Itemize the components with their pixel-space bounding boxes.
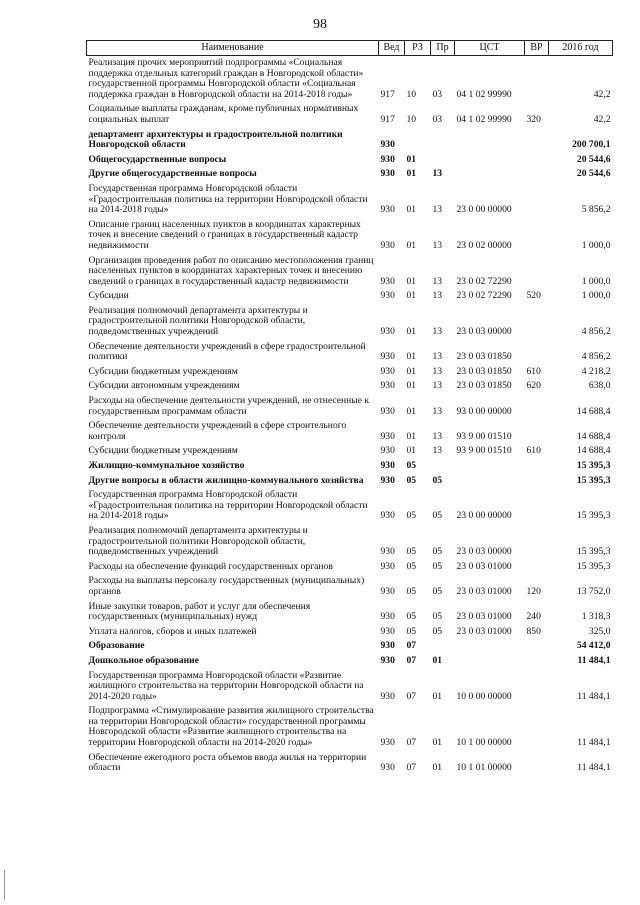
cell-rz: 01 <box>406 430 417 442</box>
table-row <box>87 102 613 127</box>
cell-pr: 03 <box>432 88 443 100</box>
cell-rz: 01 <box>406 380 417 392</box>
cell-name: Дошкольное образование <box>88 654 199 666</box>
cell-vr <box>525 560 549 575</box>
cell-name: Реализация полномочий департамента архитектуры и градостроительной политики Новгородской области, подведомственных учреждений <box>88 524 308 558</box>
budget-table <box>86 40 613 776</box>
cell-amount: 5 856,2 <box>581 204 611 216</box>
cell-name: Общегосударственные вопросы <box>88 153 227 165</box>
cell-amount: 11 484,1 <box>577 690 611 702</box>
table-row <box>87 669 613 705</box>
cell-name: Реализация прочих мероприятий подпрограммы «Социальная поддержка отдельных категорий граждан в Новгородской области» государственной программы Новгородской области «Социальная поддержка граждан в Новгородской области на 2014-2018 годы» <box>88 57 364 100</box>
table-row <box>87 289 613 304</box>
cell-vr: 520 <box>526 290 541 302</box>
cell-amount: 11 484,1 <box>577 654 611 666</box>
cell-ved: 930 <box>380 460 395 471</box>
cell-cst: 23 0 00 00000 <box>456 204 512 216</box>
cell-name: Другие вопросы в области жилищно-коммунального хозяйства <box>88 474 364 486</box>
cell-pr: 13 <box>432 204 443 216</box>
cell-amount: 325,0 <box>588 625 611 637</box>
cell-rz: 01 <box>406 290 417 302</box>
cell-amount: 20 544,6 <box>576 168 611 180</box>
cell-amount: 15 395,3 <box>576 460 611 471</box>
cell-vr <box>525 654 549 669</box>
cell-ved: 930 <box>380 239 395 251</box>
cell-cst: 23 0 03 01850 <box>456 351 512 363</box>
cell-amount: 14 688,4 <box>576 445 611 457</box>
table-row <box>87 474 613 489</box>
cell-cst: 93 9 00 01510 <box>456 430 512 442</box>
cell-cst: 23 0 03 01850 <box>456 365 512 377</box>
cell-pr: 13 <box>432 239 443 251</box>
cell-pr: 13 <box>432 168 443 180</box>
cell-rz: 01 <box>406 153 417 165</box>
cell-vr: 610 <box>526 445 541 457</box>
cell-ved: 930 <box>380 510 395 522</box>
cell-name: Образование <box>88 640 145 652</box>
column-header-cst: ЦСТ <box>455 41 525 56</box>
cell-cst: 23 0 00 00000 <box>456 510 512 522</box>
table-row <box>87 654 613 669</box>
table-row <box>87 128 613 153</box>
cell-vr <box>525 524 549 560</box>
cell-cst: 23 0 02 72290 <box>456 275 512 287</box>
cell-vr <box>525 751 549 776</box>
cell-name: Государственная программа Новгородской области «Градостроительная политика на территории Новгородской области на 2014-2018 годы» <box>88 182 368 216</box>
cell-name: Подпрограмма «Стимулирование развития жилищного строительства на территории Новгородской области» государственной программы Новгородской области «Развитие жилищного строительства на территории Новгородской области на 2014-2020 годы» <box>88 705 374 749</box>
cell-ved: 930 <box>380 139 395 151</box>
cell-rz: 01 <box>406 351 417 363</box>
cell-pr: 13 <box>432 365 443 377</box>
table-row <box>87 574 613 599</box>
cell-rz: 05 <box>406 585 417 597</box>
cell-amount: 11 484,1 <box>577 737 611 749</box>
cell-vr <box>525 167 549 182</box>
cell-cst: 04 1 02 99990 <box>456 113 512 125</box>
cell-rz: 07 <box>406 654 417 666</box>
table-row <box>87 56 613 103</box>
cell-ved: 930 <box>380 380 395 392</box>
cell-ved: 930 <box>380 690 395 702</box>
cell-amount: 4 856,2 <box>581 351 611 363</box>
table-row <box>87 524 613 560</box>
cell-ved: 930 <box>380 430 395 442</box>
column-header-name: Наименование <box>87 41 379 56</box>
cell-pr: 13 <box>432 430 443 442</box>
cell-amount: 4 856,2 <box>581 326 611 338</box>
table-row <box>87 365 613 380</box>
cell-rz: 01 <box>406 326 417 338</box>
cell-cst: 23 0 03 00000 <box>456 546 512 558</box>
cell-amount: 54 412,0 <box>576 640 611 652</box>
cell-pr: 13 <box>432 351 443 363</box>
table-row <box>87 379 613 394</box>
cell-rz: 07 <box>406 737 417 749</box>
cell-vr <box>525 56 549 103</box>
cell-name: Описание границ населенных пунктов в координатах характерных точек и внесение сведений о границах в государственный кадастр недвижимости <box>88 218 361 251</box>
cell-amount: 200 700,1 <box>572 139 611 151</box>
cell-name: Субсидии <box>88 290 129 302</box>
cell-amount: 638,0 <box>588 380 611 392</box>
cell-amount: 14 688,4 <box>576 430 611 442</box>
cell-amount: 14 688,4 <box>576 405 611 417</box>
cell-rz: 07 <box>406 762 417 774</box>
cell-name: Субсидии автономным учреждениям <box>88 380 240 392</box>
cell-rz: 05 <box>406 510 417 522</box>
cell-rz: 10 <box>406 88 417 100</box>
cell-vr: 320 <box>526 113 541 125</box>
cell-pr: 05 <box>432 560 443 572</box>
cell-cst: 23 0 03 01000 <box>456 625 512 637</box>
cell-cst <box>455 474 525 489</box>
cell-rz: 01 <box>406 168 417 180</box>
page-number: 98 <box>313 17 327 32</box>
cell-ved: 930 <box>380 275 395 287</box>
cell-name: Расходы на обеспечение деятельности учреждений, не отнесенные к государственным программам области <box>88 395 370 417</box>
cell-cst: 10 1 00 00000 <box>456 737 512 749</box>
cell-amount: 1 000,0 <box>581 239 611 251</box>
cell-cst: 93 0 00 00000 <box>456 405 512 417</box>
cell-name: Организация проведения работ по описанию местоположения границ населенных пунктов в координатах характерных точек и внесению сведений о границах в государственный кадастр недвижимости <box>88 254 374 287</box>
table-row <box>87 304 613 340</box>
cell-ved: 930 <box>380 625 395 637</box>
cell-pr: 05 <box>432 611 443 623</box>
cell-cst: 23 0 03 01000 <box>456 611 512 623</box>
cell-rz: 05 <box>406 625 417 637</box>
cell-ved: 917 <box>380 113 395 125</box>
cell-ved: 930 <box>380 405 395 417</box>
cell-amount: 15 395,3 <box>576 474 611 486</box>
cell-pr: 05 <box>432 546 443 558</box>
cell-pr <box>431 639 455 654</box>
cell-name: департамент архитектуры и градостроительной политики Новгородской области <box>88 128 343 151</box>
table-row <box>87 218 613 254</box>
cell-rz: 01 <box>406 239 417 251</box>
column-header-pr: Пр <box>431 41 455 56</box>
cell-ved: 930 <box>380 654 395 666</box>
cell-pr: 05 <box>432 474 443 486</box>
table-row <box>87 704 613 750</box>
cell-name: Обеспечение деятельности учреждений в сфере градостроительной политики <box>88 340 366 363</box>
cell-ved: 930 <box>380 365 395 377</box>
cell-cst <box>455 153 525 168</box>
column-header-vr: ВР <box>525 41 549 56</box>
cell-amount: 1 000,0 <box>581 290 611 302</box>
cell-name: Иные закупки товаров, работ и услуг для обеспечения государственных (муниципальных) нужд <box>88 600 311 623</box>
cell-rz: 01 <box>406 445 417 457</box>
cell-vr: 620 <box>526 380 541 392</box>
cell-cst <box>455 654 525 669</box>
cell-pr: 13 <box>432 445 443 457</box>
cell-name: Государственная программа Новгородской области «Развитие жилищного строительства на территории Новгородской области на 2014-2020 годы» <box>88 669 364 702</box>
table-row <box>87 625 613 640</box>
cell-ved: 930 <box>380 585 395 597</box>
cell-pr: 01 <box>432 690 443 702</box>
column-header-amount: 2016 год <box>549 41 613 56</box>
cell-vr <box>525 488 549 524</box>
scan-edge-mark <box>4 870 5 900</box>
cell-rz: 01 <box>406 365 417 377</box>
cell-rz: 05 <box>406 474 417 486</box>
cell-rz <box>405 128 431 153</box>
cell-name: Субсидии бюджетным учреждениям <box>88 445 238 457</box>
cell-vr: 120 <box>526 585 541 597</box>
cell-pr: 13 <box>432 326 443 338</box>
cell-name: Расходы на обеспечение функций государственных органов <box>88 560 333 572</box>
cell-ved: 930 <box>380 445 395 457</box>
cell-amount: 1 000,0 <box>581 275 611 287</box>
cell-amount: 15 395,3 <box>576 560 611 572</box>
table-row <box>87 459 613 474</box>
cell-pr: 05 <box>432 585 443 597</box>
cell-amount: 4 218,2 <box>581 365 611 377</box>
cell-vr <box>525 153 549 168</box>
cell-cst: 23 0 02 00000 <box>456 239 512 251</box>
cell-name: Государственная программа Новгородской области «Градостроительная политика на территории Новгородской области на 2014-2018 годы» <box>88 489 368 522</box>
cell-pr: 13 <box>432 405 443 417</box>
table-row <box>87 751 613 776</box>
cell-pr <box>431 128 455 153</box>
cell-ved: 930 <box>380 611 395 623</box>
cell-pr <box>431 153 455 168</box>
cell-amount: 13 752,0 <box>576 585 611 597</box>
table-row <box>87 600 613 625</box>
table-row <box>87 167 613 182</box>
cell-vr <box>525 128 549 153</box>
cell-name: Уплата налогов, сборов и иных платежей <box>88 625 257 637</box>
cell-cst: 10 0 00 00000 <box>456 690 512 702</box>
table-header-row <box>87 41 613 56</box>
cell-vr <box>525 704 549 750</box>
cell-vr <box>525 394 549 419</box>
cell-vr <box>525 218 549 254</box>
cell-rz: 01 <box>406 275 417 287</box>
cell-cst: 23 0 03 00000 <box>456 326 512 338</box>
table-row <box>87 340 613 365</box>
cell-name: Реализация полномочий департамента архитектуры и градостроительной политики Новгородской области, подведомственных учреждений <box>88 304 308 338</box>
cell-amount: 15 395,3 <box>576 546 611 558</box>
table-body <box>87 56 613 776</box>
cell-pr: 13 <box>432 380 443 392</box>
table-row <box>87 419 613 444</box>
cell-ved: 917 <box>380 88 395 100</box>
cell-amount: 11 484,1 <box>577 762 611 774</box>
cell-name: Жилищно-коммунальное хозяйство <box>88 460 245 471</box>
cell-ved: 930 <box>380 560 395 572</box>
cell-amount: 42,2 <box>593 113 611 125</box>
table-row <box>87 560 613 575</box>
cell-ved: 930 <box>380 351 395 363</box>
cell-vr <box>525 459 549 474</box>
cell-pr: 01 <box>432 737 443 749</box>
cell-amount: 42,2 <box>593 88 611 100</box>
cell-amount: 20 544,6 <box>576 153 611 165</box>
cell-ved: 930 <box>380 168 395 180</box>
cell-vr <box>525 669 549 705</box>
cell-vr: 850 <box>526 625 541 637</box>
cell-ved: 930 <box>380 204 395 216</box>
cell-name: Обеспечение ежегодного роста объемов ввода жилья на территории области <box>88 751 367 774</box>
cell-vr <box>525 182 549 218</box>
cell-pr: 01 <box>432 762 443 774</box>
cell-pr <box>431 459 455 474</box>
cell-ved: 930 <box>380 737 395 749</box>
cell-cst <box>455 128 525 153</box>
column-header-rz: РЗ <box>405 41 431 56</box>
cell-pr: 05 <box>432 625 443 637</box>
cell-cst <box>455 459 525 474</box>
cell-cst <box>455 639 525 654</box>
cell-pr: 13 <box>432 275 443 287</box>
column-header-ved: Вед <box>379 41 405 56</box>
cell-pr: 05 <box>432 510 443 522</box>
cell-pr: 13 <box>432 290 443 302</box>
cell-rz: 07 <box>406 690 417 702</box>
cell-vr <box>525 254 549 290</box>
cell-ved: 930 <box>380 474 395 486</box>
cell-vr: 610 <box>526 365 541 377</box>
table-row <box>87 254 613 290</box>
cell-ved: 930 <box>380 762 395 774</box>
cell-cst: 23 0 02 72290 <box>456 290 512 302</box>
cell-pr: 03 <box>432 113 443 125</box>
table-row <box>87 639 613 654</box>
cell-cst: 23 0 03 01850 <box>456 380 512 392</box>
cell-cst: 93 9 00 01510 <box>456 445 512 457</box>
cell-rz: 05 <box>406 546 417 558</box>
cell-cst: 04 1 02 99990 <box>456 88 512 100</box>
cell-cst: 23 0 03 01000 <box>456 560 512 572</box>
cell-pr: 01 <box>432 654 443 666</box>
cell-ved: 930 <box>380 546 395 558</box>
cell-name: Другие общегосударственные вопросы <box>88 168 257 180</box>
cell-ved: 930 <box>380 326 395 338</box>
cell-name: Субсидии бюджетным учреждениям <box>88 365 238 377</box>
table-row <box>87 488 613 524</box>
table-row <box>87 444 613 459</box>
cell-rz: 01 <box>406 204 417 216</box>
cell-name: Обеспечение деятельности учреждений в сфере строительного контроля <box>88 420 347 442</box>
cell-rz: 07 <box>406 640 417 652</box>
cell-ved: 930 <box>380 290 395 302</box>
cell-amount: 15 395,3 <box>576 510 611 522</box>
cell-cst <box>455 167 525 182</box>
cell-rz: 05 <box>406 560 417 572</box>
cell-name: Социальные выплаты гражданам, кроме публичных нормативных социальных выплат <box>88 103 359 125</box>
cell-rz: 10 <box>406 113 417 125</box>
cell-amount: 1 318,3 <box>581 611 611 623</box>
cell-vr <box>525 419 549 444</box>
cell-vr <box>525 304 549 340</box>
cell-ved: 930 <box>380 153 395 165</box>
cell-rz: 01 <box>406 405 417 417</box>
cell-vr <box>525 474 549 489</box>
cell-name: Расходы на выплаты персоналу государственных (муниципальных) органов <box>88 575 365 597</box>
table-row <box>87 182 613 218</box>
cell-rz: 05 <box>406 460 417 471</box>
cell-vr: 240 <box>526 611 541 623</box>
cell-cst: 10 1 01 00000 <box>456 762 512 774</box>
table-row <box>87 394 613 419</box>
table-row <box>87 153 613 168</box>
cell-cst: 23 0 03 01000 <box>456 585 512 597</box>
cell-vr <box>525 639 549 654</box>
cell-vr <box>525 340 549 365</box>
cell-ved: 930 <box>380 640 395 652</box>
cell-rz: 05 <box>406 611 417 623</box>
